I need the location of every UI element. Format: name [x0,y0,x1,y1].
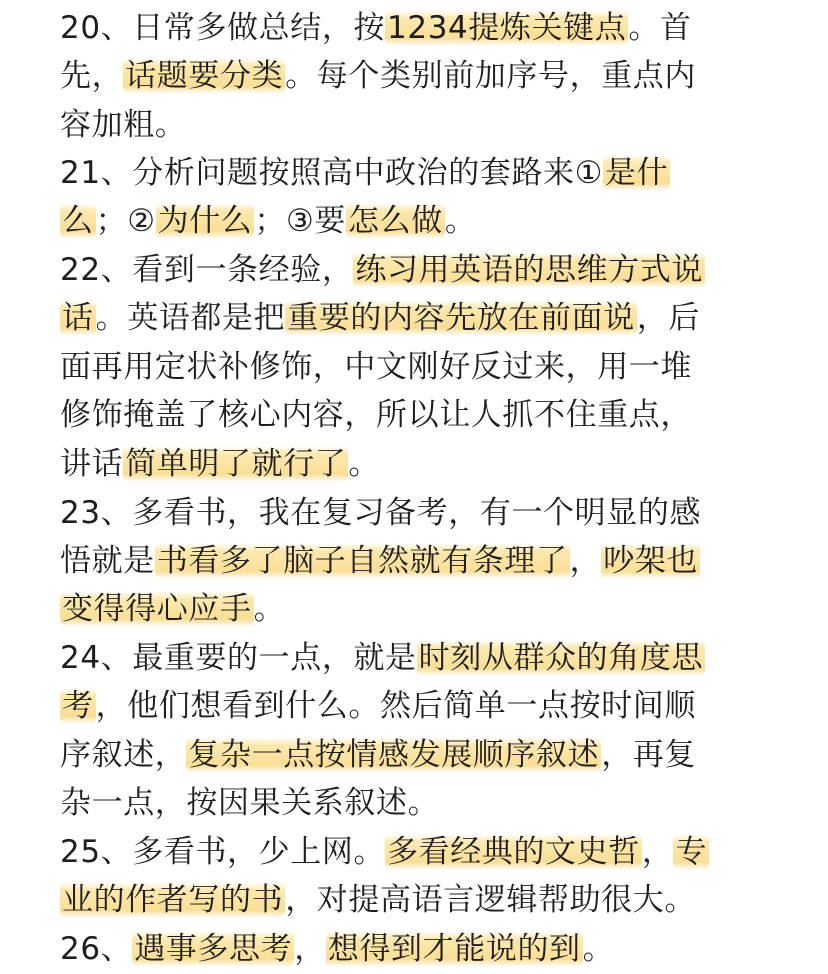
text-line [60,391,692,439]
text-segment: 序叙述， [60,737,187,773]
text-line [60,246,705,294]
text-segment: ， [569,543,602,579]
text-segment: ，后 [636,300,701,336]
highlighted-text: 简单明了就行了 [125,446,347,482]
highlighted-text: 是什 [605,155,669,191]
text-line [60,779,439,827]
text-segment: ，对提高语言逻辑帮助很大。 [285,882,697,918]
highlighted-text: 练习用英语的思维方式说 [355,252,704,288]
text-line [60,634,705,682]
text-segment: 。英语都是把 [95,300,286,336]
text-segment: 先， [60,58,124,94]
text-segment: 。 [348,446,381,482]
highlighted-text: 考 [62,688,94,724]
text-line [60,537,700,585]
text-segment: 修饰掩盖了核心内容，所以让人抓不住重点， [60,397,692,433]
highlighted-text: 话题要分类 [125,58,284,94]
text-segment: 20、日常多做总结，按 [60,10,386,46]
text-line [60,197,476,245]
text-line [60,828,709,876]
text-line [60,925,614,973]
text-line [60,440,380,488]
text-segment: 。首 [628,10,692,46]
highlighted-text: 吵架也 [603,543,699,579]
text-segment: 。 [444,203,477,239]
text-segment: ， [294,931,326,967]
text-segment: 杂一点，按因果关系叙述。 [60,785,440,821]
text-segment: ， [641,834,674,870]
text-segment: 25、多看书，少上网。 [60,834,386,870]
highlighted-text: 变得得心应手 [62,591,252,627]
text-line [60,343,692,391]
highlighted-text: 话 [62,300,94,336]
text-segment: 24、最重要的一点，就是 [60,640,417,676]
text-line [60,4,692,52]
text-line [60,876,696,924]
text-segment: 讲话 [60,446,124,482]
text-segment: ，他们想看到什么。然后简单一点按时间顺 [95,688,697,724]
text-segment: ；② [95,203,156,239]
highlighted-text: 1234提炼关键点 [387,10,627,46]
text-segment: 面再用定状补修饰，中文刚好反过来，用一堆 [60,349,692,385]
text-segment: 22、看到一条经验， [60,252,354,288]
text-segment: 。 [253,591,286,627]
highlighted-text: 专 [675,834,708,870]
highlighted-text: 怎么做 [348,203,443,239]
highlighted-text: 遇事多思考 [134,931,293,967]
highlighted-text: 业的作者写的书 [62,882,284,918]
highlighted-text: 复杂一点按情感发展顺序叙述 [188,737,600,773]
highlighted-text: 为什么 [157,203,253,239]
text-segment: ，再复 [601,737,697,773]
text-segment: 。 [582,931,615,967]
text-line [60,585,285,633]
highlighted-text: 书看多了脑子自然就有条理了 [156,543,568,579]
text-segment: 21、分析问题按照高中政治的套路来① [60,155,604,191]
highlighted-text: 多看经典的文史哲 [387,834,640,870]
text-line [60,731,696,779]
text-line [60,682,696,730]
highlighted-text: 想得到才能说的到 [327,931,581,967]
highlighted-text: 么 [62,203,94,239]
text-line [60,294,700,342]
text-segment: 26、 [60,931,133,967]
text-segment: 23、多看书，我在复习备考，有一个明显的感 [60,495,702,531]
text-segment: ；③要 [254,203,347,239]
text-line [60,52,696,100]
text-line [60,489,701,537]
text-segment: 悟就是 [60,543,155,579]
text-line [60,101,186,149]
text-line [60,149,670,197]
highlighted-text: 重要的内容先放在前面说 [287,300,635,336]
text-segment: 。每个类别前加序号，重点内 [285,58,697,94]
highlighted-text: 时刻从群众的角度思 [418,640,704,676]
text-segment: 容加粗。 [60,107,187,143]
